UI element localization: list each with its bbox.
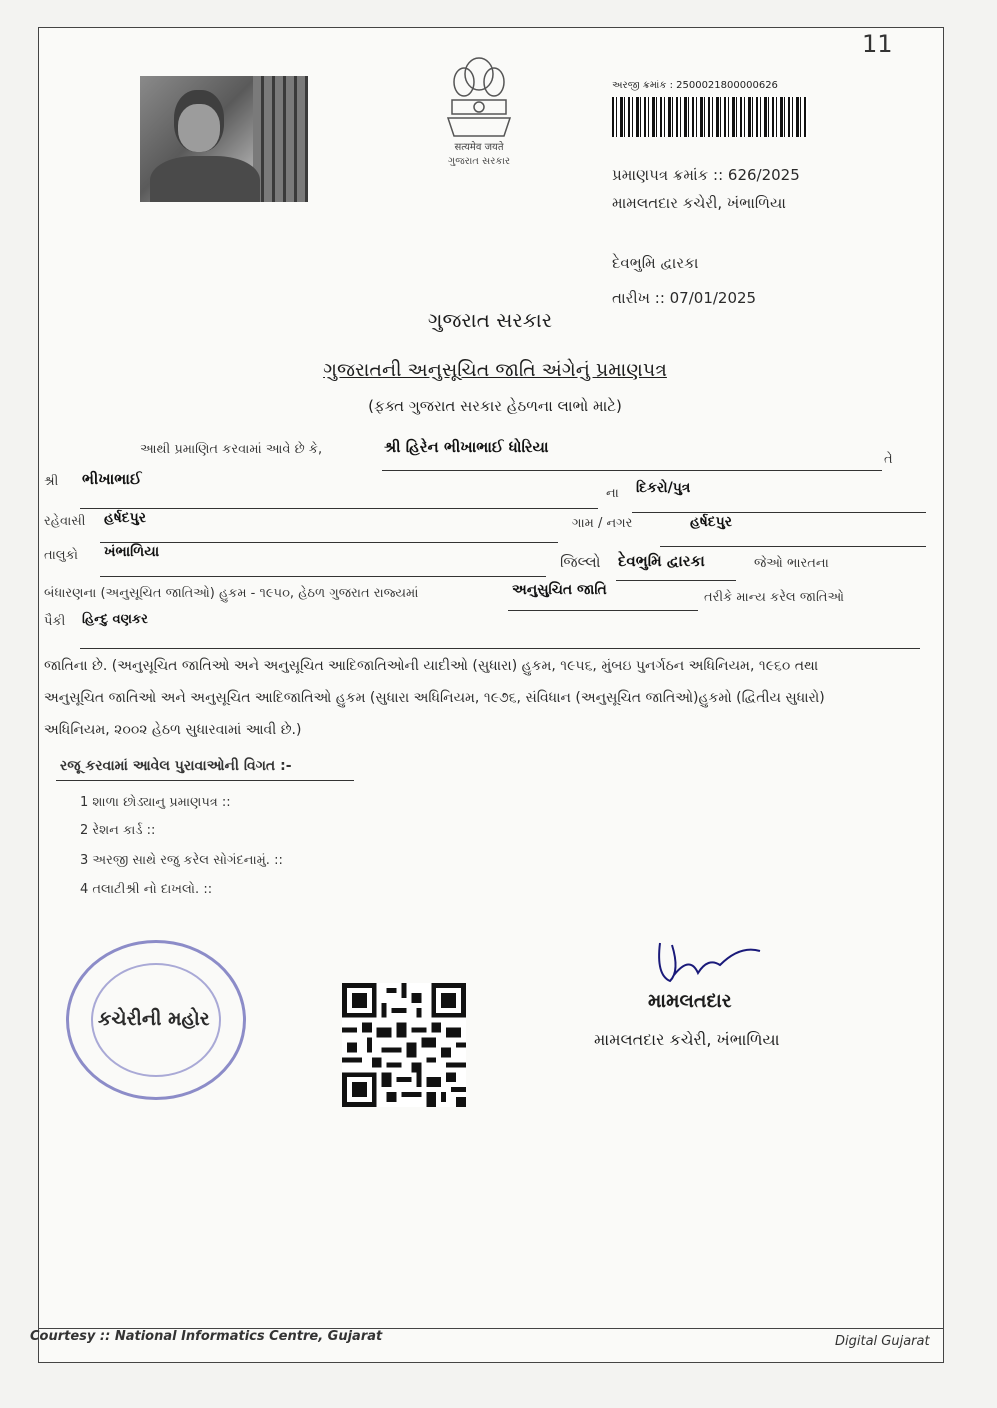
- taluka-underline: [100, 576, 546, 577]
- na-label: ના: [606, 486, 619, 501]
- applicant-name: શ્રી હિરેન ભીખાભાઈ ધોરિયા: [384, 438, 549, 456]
- evidence-item: 1 શાળા છોડ્યાનુ પ્રમાણપત્ર ::: [80, 795, 231, 810]
- caste-category: અનુસુચિત જાતિ: [512, 582, 607, 598]
- evidence-item: 2 રેશન કાર્ડ ::: [80, 823, 156, 838]
- district-underline: [616, 580, 736, 581]
- bharat-text: જેઓ ભારતના: [754, 556, 829, 571]
- corner-mark: 11: [862, 30, 893, 58]
- emblem-caption: सत्यमेव जयते ગુજરાત સરકાર: [447, 142, 511, 167]
- applicant-photo: [140, 76, 308, 202]
- evidence-item: 3 અરજી સાથે રજુ કરેલ સોગંદનામું. ::: [80, 853, 283, 868]
- national-emblem-icon: [434, 52, 524, 140]
- category-underline: [508, 610, 698, 611]
- name-underline: [382, 470, 882, 471]
- evidence-heading-underline: [56, 780, 354, 781]
- father-name: ભીખાભાઈ: [82, 470, 142, 488]
- resident-label: રહેવાસી: [44, 514, 86, 529]
- te-label: તે: [884, 452, 893, 467]
- shri-label: શ્રી: [44, 474, 59, 489]
- resident-place: હર્ષદપુર: [104, 510, 146, 526]
- district-name: દેવભુમિ દ્વારકા: [618, 552, 705, 570]
- paragraph-line-2: અનુસૂચિત જાતિઓ અને અનુસૂચિત આદિજાતિઓ હુકમ (સુધારા અધિનિયમ, ૧૯૭૬, સંવિધાન (અનુસૂચિત જાતિઓ)હુકમો (દ્વિતીય સુધારો): [44, 690, 825, 706]
- signature-icon: [650, 935, 770, 995]
- qr-code-icon: [342, 983, 466, 1107]
- taluka-label: તાલુકો: [44, 548, 79, 563]
- seal-label: કચેરીની મહોર: [98, 1008, 210, 1030]
- paiki-label: પૈકી: [44, 614, 66, 629]
- evidence-item: 4 તલાટીશ્રી નો દાખલો. ::: [80, 882, 213, 897]
- issue-date: તારીખ :: 07/01/2025: [612, 289, 757, 307]
- issuing-district: દેવભુમિ દ્વારકા: [612, 254, 699, 272]
- relation-underline: [632, 512, 926, 513]
- barcode: [612, 97, 808, 137]
- recognized-text: તરીકે માન્ય કરેલ જાતિઓ: [704, 590, 845, 605]
- district-label: જિલ્લો: [560, 553, 601, 571]
- village-label: ગામ / નગર: [572, 516, 633, 531]
- caste-name: હિન્દુ વણકર: [82, 612, 148, 627]
- father-underline: [80, 508, 598, 509]
- footer-courtesy: Courtesy :: National Informatics Centre, Gujarat: [30, 1329, 383, 1344]
- signatory-title: મામલતદાર: [648, 990, 732, 1012]
- evidence-heading: રજૂ કરવામાં આવેલ પુરાવાઓની વિગત :-: [60, 758, 292, 774]
- taluka-name: ખંભાળિયા: [104, 544, 160, 560]
- certificate-note: (ફક્ત ગુજરાત સરકાર હેઠળના લાભો માટે): [368, 397, 622, 415]
- footer-digital-gujarat: Digital Gujarat: [835, 1334, 930, 1349]
- signatory-office: મામલતદાર કચેરી, ખંભાળિયા: [594, 1030, 780, 1049]
- intro-text: આથી પ્રમાણિત કરવામાં આવે છે કે,: [140, 442, 323, 457]
- issuing-office: મામલતદાર કચેરી, ખંભાળિયા: [612, 194, 786, 212]
- village-name: હર્ષદપુર: [690, 514, 732, 530]
- govt-title: ગુજરાત સરકાર: [427, 308, 553, 332]
- certificate-title: ગુજરાતની અનુસૂચિત જાતિ અંગેનું પ્રમાણપત્ર: [323, 359, 667, 381]
- application-number: અરજી ક્રમાંક : 2500021800000626: [612, 80, 778, 91]
- village-underline: [660, 546, 926, 547]
- relation: દિકરો/પુત્ર: [636, 480, 691, 496]
- paragraph-line-1: જાતિના છે. (અનુસૂચિત જાતિઓ અને અનુસૂચિત આદિજાતિઓની યાદીઓ (સુધારા) હુકમ, ૧૯૫૬, મુંબઇ પુનર્ગઠન અધિનિયમ, ૧૯૬૦ તથા: [44, 658, 819, 674]
- paragraph-line-3: અધિનિયમ, ૨૦૦૨ હેઠળ સુધારવામાં આવી છે.): [44, 722, 302, 738]
- resident-underline: [100, 542, 558, 543]
- order-text: બંધારણના (અનુસૂચિત જાતિઓ) હુકમ - ૧૯૫૦, હેઠળ ગુજરાત રાજ્યમાં: [44, 586, 419, 601]
- caste-underline: [80, 648, 920, 649]
- certificate-number: પ્રમાણપત્ર ક્રમાંક :: 626/2025: [612, 166, 800, 184]
